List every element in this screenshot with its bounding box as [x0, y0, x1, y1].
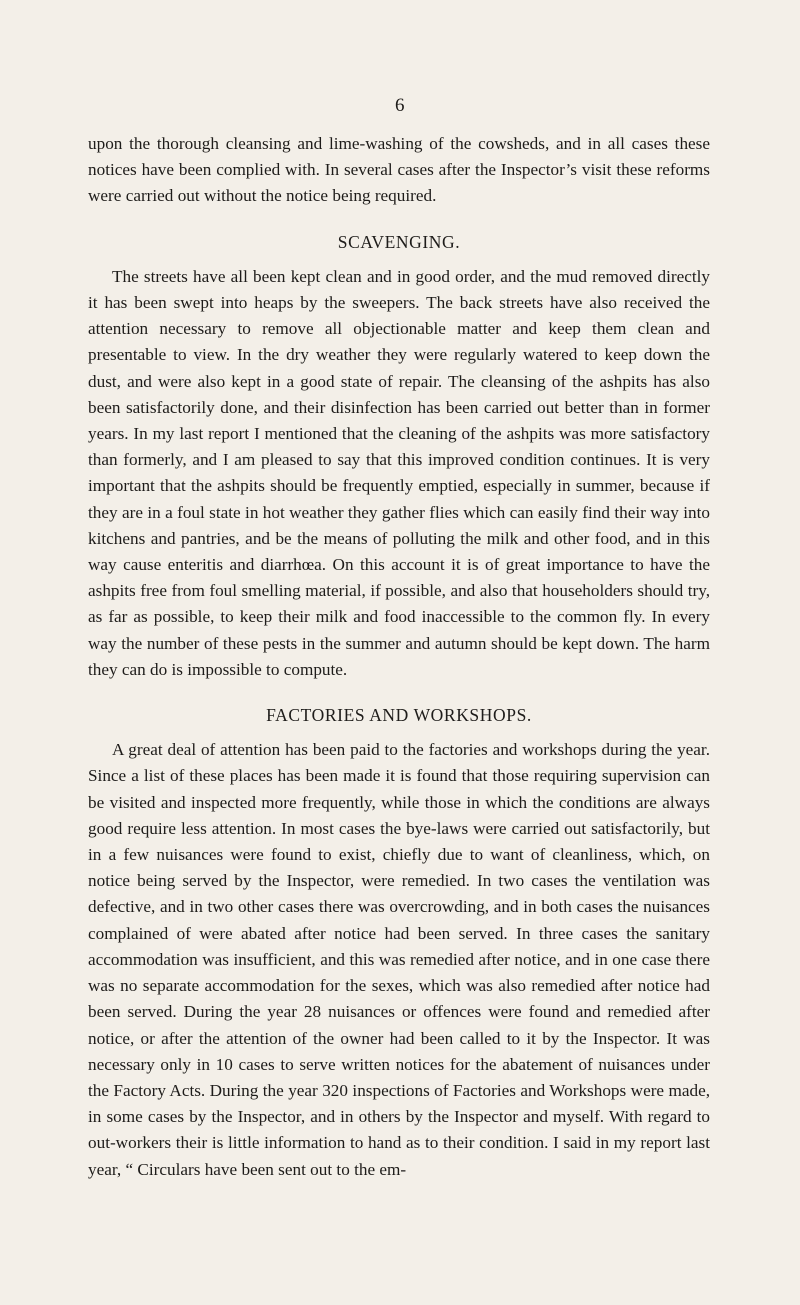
factories-paragraph: A great deal of attention has been paid to the factories and workshops during the year. Since a list of these places has been made it is found that those requiring supervision can be visited and inspected more frequently, while those in which the conditions are always good require less attention. In most cases the bye-laws were carried out satisfactorily, but in a few nuisances were found to exist, chiefly due to want of cleanliness, which, on notice being served by the Inspector, were remedied. In two cases the ventilation was defective, and in two other cases there was overcrowding, and in both cases the nuisances complained of were abated after notice had been served. In three cases the sanitary accommodation was insufficient, and this was remedied after notice, and in one case there was no separate accommodation for the sexes, which was also remedied after notice had been served. During the year 28 nuisances or offences were found and remedied after notice, or after the attention of the owner had been called to it by the Inspector. It was necessary only in 10 cases to serve written notices for the abatement of nuisances under the Factory Acts. During the year 320 inspections of Factories and Workshops were made, in some cases by the Inspector, and in others by the Inspector and myself. With regard to out-workers their is little information to hand as to their condition. I said in my report last year, “ Circulars have been sent out to the em- — [88, 740, 710, 1179]
page-number: 6 — [395, 95, 405, 116]
factories-heading: FACTORIES AND WORKSHOPS. — [266, 705, 532, 726]
scavenging-heading: SCAVENGING. — [337, 231, 461, 252]
scavenging-paragraph: The streets have all been kept clean and in good order, and the mud removed directly it has been swept into heaps by the sweepers. The back streets have also received the attention necessary to remove all objectionable matter and keep them clean and presentable to view. In the dry weather they were regularly watered to keep down the dust, and were also kept in a good state of repair. The cleansing of the ashpits has also been satisfactorily done, and their disinfection has been carried out better than in former years. In my last report I mentioned that the cleaning of the ashpits was more satisfactory than formerly, and I am pleased to say that this improved condition continues. It is very important that the ashpits should be frequently emptied, especially in summer, because if they are in a foul state in hot weather they gather flies which can easily find their way into kitchens and pantries, and be the means of polluting the milk and other food, and in this way cause enteritis and diarrhœa. On this account it is of great importance to have the ashpits free from foul smelling material, if possible, and also that householders should try, as far as possible, to keep their milk and food inaccessible to the common fly. In every way the number of these pests in the summer and autumn should be kept down. The harm they can do is impossible to compute. — [88, 266, 710, 679]
intro-paragraph: upon the thorough cleansing and lime-washing of the cowsheds, and in all cases these notices have been complied with. In several cases after the Inspector’s visit these reforms were carried out without the notice being required. — [88, 134, 710, 206]
page-body — [88, 131, 710, 1183]
